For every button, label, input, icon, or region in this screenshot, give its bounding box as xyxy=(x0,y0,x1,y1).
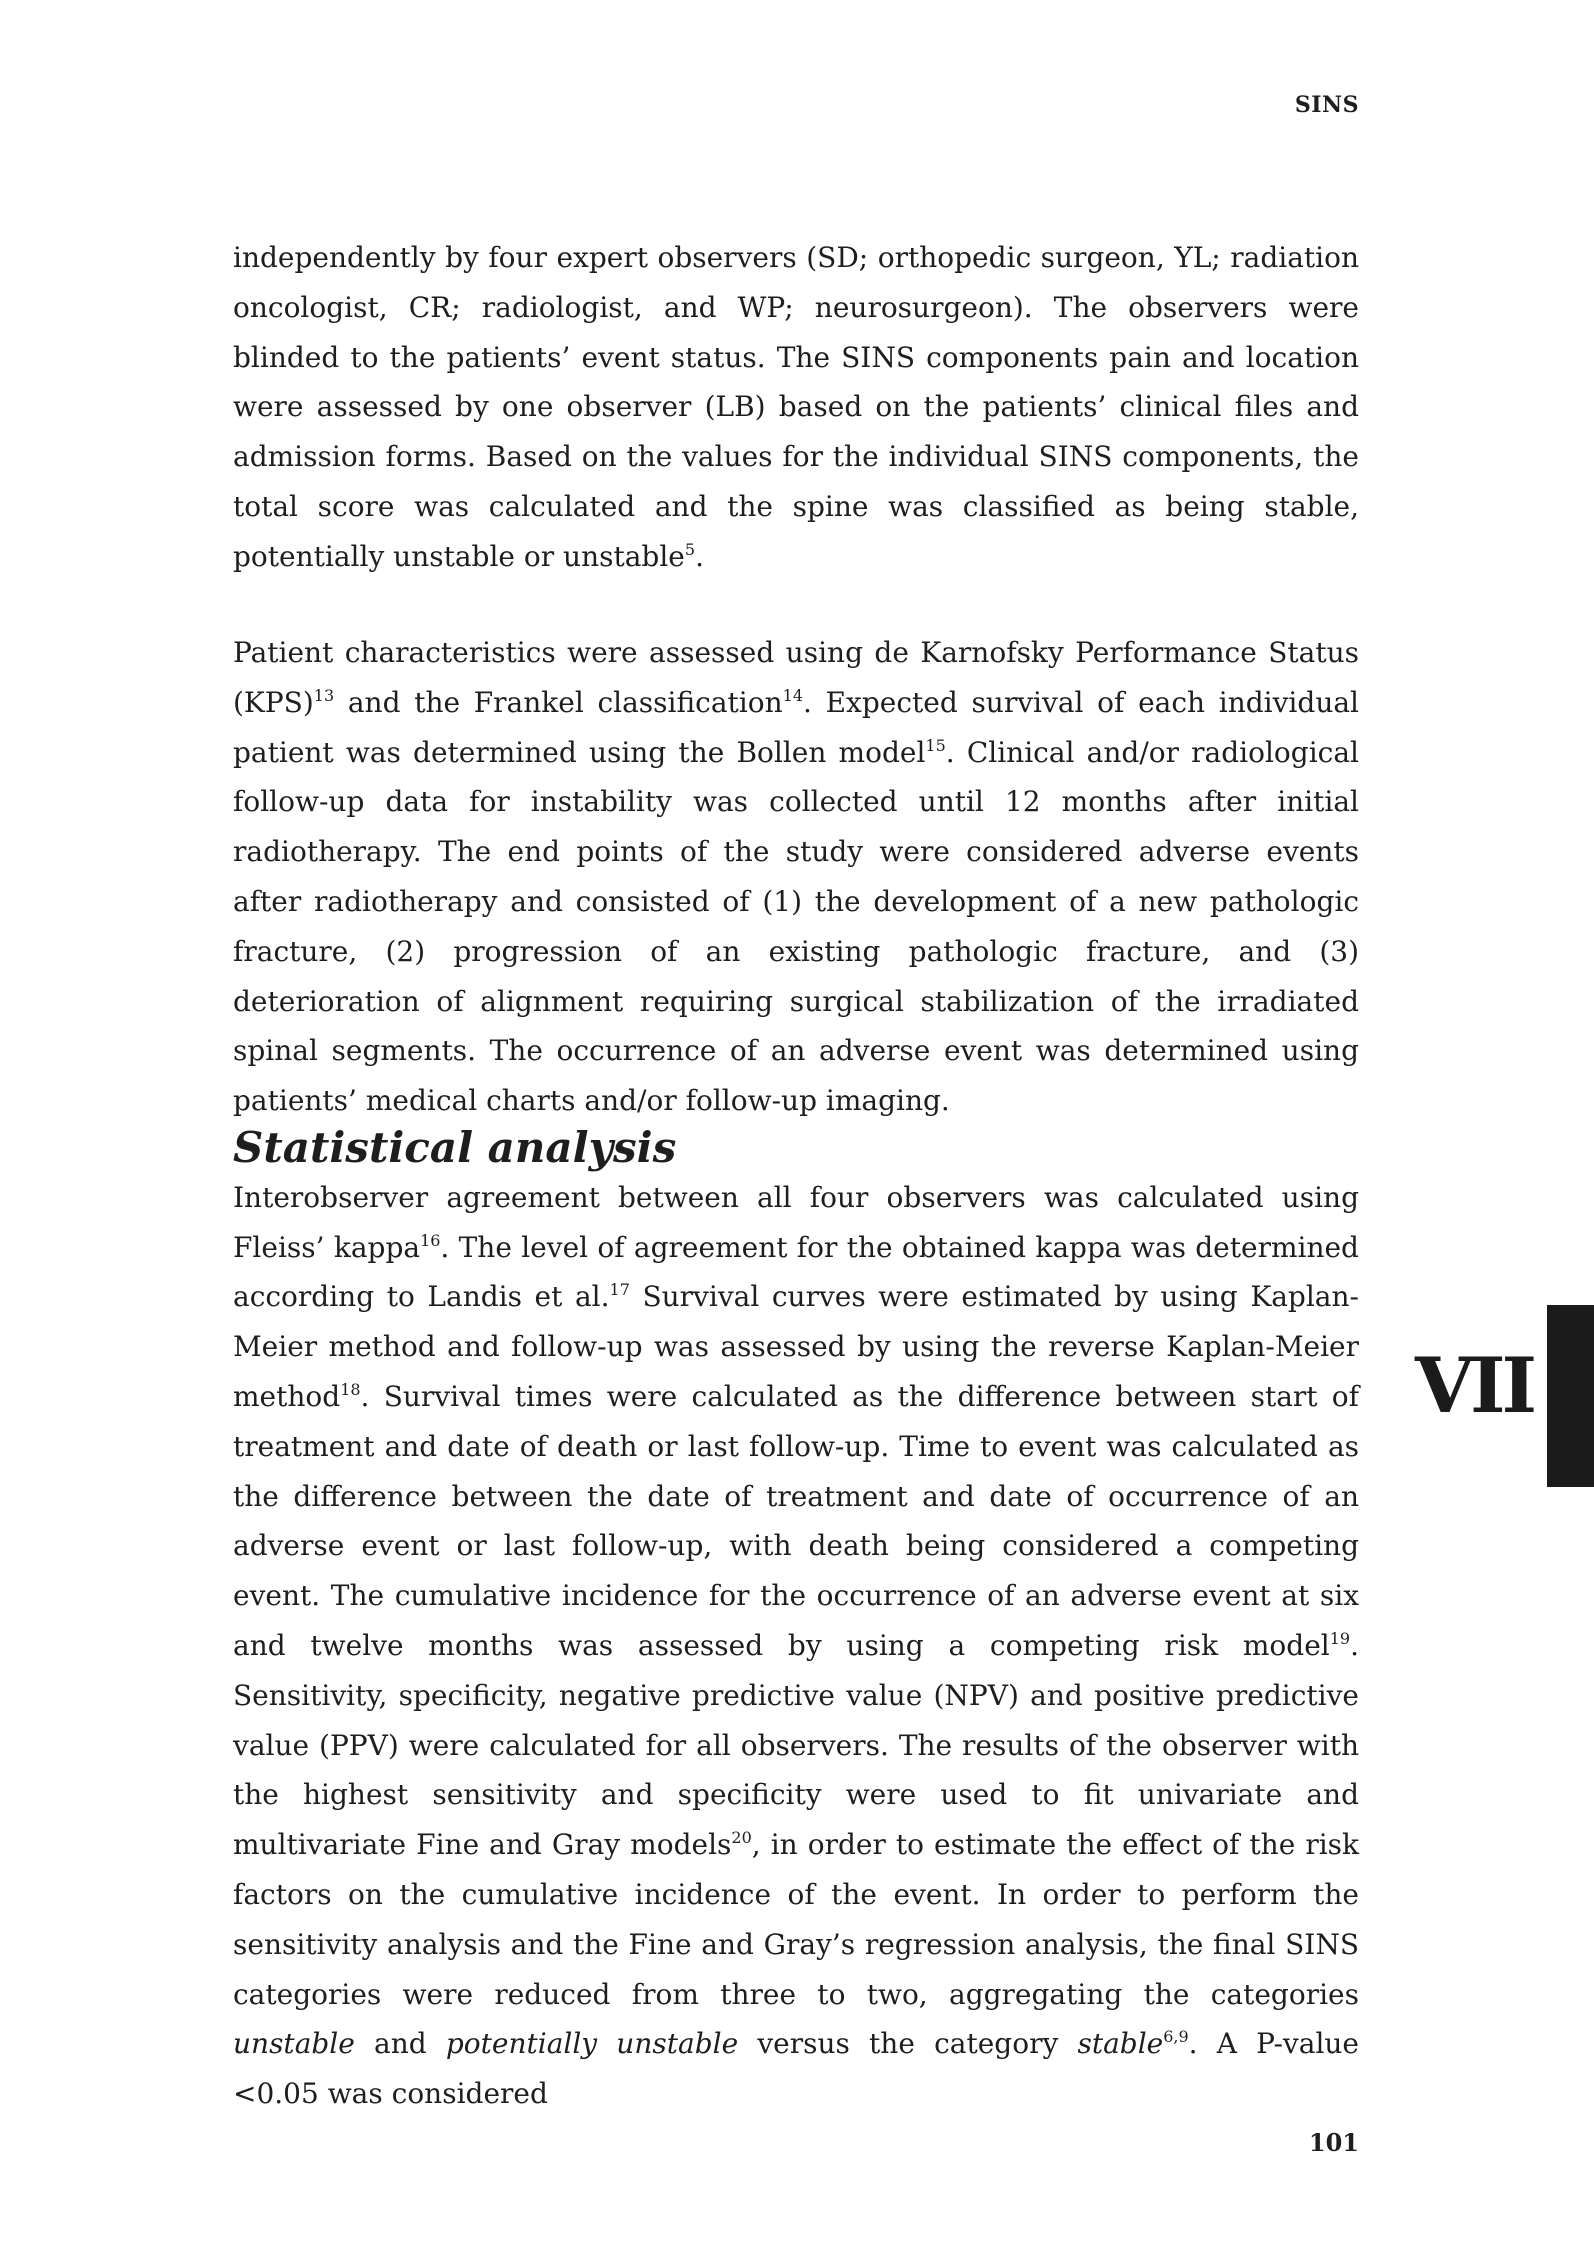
paragraph-tail: . xyxy=(695,539,704,573)
running-header-title: SINS xyxy=(1294,92,1359,118)
text-run: . Survival times were calculated as the difference between start of treatment and date of death or last follow-up. Time to event was calculated as the difference between the date of treatment and date of occurrence of an adverse event or last follow-up, with death being considered a competing event. The cumulative incidence for the occurrence of an adverse event at six and twelve months was assessed by using a competing risk model xyxy=(233,1379,1359,1662)
reference-superscript: 14 xyxy=(782,685,803,705)
text-run: Interobserver agreement between all four observers was calculated using Fleiss’ kappa xyxy=(233,1180,1359,1264)
text-run: . A P-value <0.05 was considered xyxy=(233,2027,1359,2111)
section-heading: Statistical analysis xyxy=(233,1123,677,1172)
reference-superscript: 19 xyxy=(1329,1628,1351,1648)
chapter-thumb-tab xyxy=(1547,1305,1594,1487)
reference-superscript: 6,9 xyxy=(1163,2027,1189,2047)
section-statistical-analysis xyxy=(233,1123,1359,2119)
paragraph-patient-characteristics xyxy=(233,628,1359,1126)
reference-superscript: 5 xyxy=(684,539,696,559)
text-run: . The level of agreement for the obtained kappa was determined according to Landis et al. xyxy=(233,1230,1359,1314)
text-run: . Expected survival of each individual patient was determined using the Bollen model xyxy=(233,685,1359,769)
reference-superscript: 20 xyxy=(731,1828,752,1848)
text-run: Survival curves were estimated by using Kaplan-Meier method and follow-up was assessed by using the reverse Kaplan-Meier method xyxy=(233,1280,1359,1413)
reference-superscript: 18 xyxy=(340,1379,361,1399)
page-number: 101 xyxy=(1308,2128,1359,2157)
paragraph-body: independently by four expert observers (SD; orthopedic surgeon, YL; radiation oncologist, CR; radiologist, and WP; neurosurgeon). The observers were blinded to the patients’ event status. The SINS components pain and location were assessed by one observer (LB) based on the patients’ clinical files and admission forms. Based on the values for the individual SINS components, the total score was calculated and the spine was classified as being stable, potentially unstable or unstable xyxy=(233,241,1359,573)
text-run: and the Frankel classification xyxy=(334,685,783,719)
italic-term: stable xyxy=(1077,2027,1164,2061)
paragraph-observers xyxy=(233,233,1359,582)
text-run: and xyxy=(354,2027,446,2061)
paragraph-text xyxy=(233,1173,1359,2119)
reference-superscript: 16 xyxy=(420,1230,441,1250)
paragraph-text xyxy=(233,628,1359,1126)
chapter-numeral: VII xyxy=(1415,1341,1534,1430)
italic-term: unstable xyxy=(233,2027,355,2061)
text-run: . Clinical and/or radiological follow-up data for instability was collected until 12 months after initial radiotherapy. The end points of the study were considered adverse events after radiotherapy and consisted of (1) the development of a new pathologic fracture, (2) progression of an existing pathologic fracture, and (3) deterioration of alignment requiring surgical stabilization of the irradiated spinal segments. The occurrence of an adverse event was determined using patients’ medical charts and/or follow-up imaging. xyxy=(233,735,1359,1118)
text-run: Patient characteristics were assessed using de Karnofsky Performance Status (KPS) xyxy=(233,636,1359,719)
reference-superscript: 17 xyxy=(609,1280,630,1300)
reference-superscript: 15 xyxy=(925,735,946,755)
reference-superscript: 13 xyxy=(313,685,335,705)
text-run: , in order to estimate the effect of the risk factors on the cumulative incidence of the event. In order to perform the sensitivity analysis and the Fine and Gray’s regression analysis, the final SINS categories were reduced from three to two, aggregating the categories xyxy=(233,1828,1359,2011)
italic-term: potentially unstable xyxy=(445,2027,739,2061)
paragraph-text xyxy=(233,233,1359,582)
text-run: . Sensitivity, specificity, negative predictive value (NPV) and positive predictive value (PPV) were calculated for all observers. The results of the observer with the highest sensitivity and specificity were used to fit univariate and multivariate Fine and Gray models xyxy=(233,1628,1359,1862)
text-run: versus the category xyxy=(738,2027,1078,2061)
